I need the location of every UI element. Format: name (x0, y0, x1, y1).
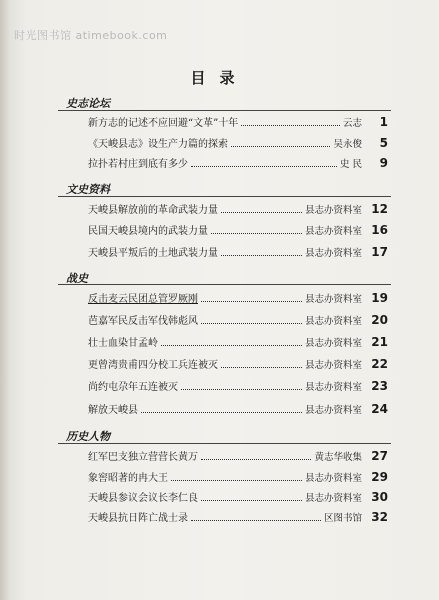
entry-title: 红军巴支独立营营长黄万 (88, 452, 198, 463)
dot-leader (231, 137, 330, 147)
toc-entry[interactable] (88, 509, 388, 525)
entry-author: 县志办资料室 (304, 226, 362, 237)
dot-leader (221, 246, 302, 256)
dot-leader (141, 403, 302, 413)
toc-entry[interactable] (88, 356, 388, 372)
entry-title: 拉扑若村庄到底有多少 (88, 159, 188, 170)
section-heading: 历史人物 (66, 430, 110, 443)
toc-entry[interactable] (88, 334, 388, 350)
entry-title: 尚约屯尕年五连被灭 (88, 382, 178, 393)
entry-author: 县志办资料室 (304, 382, 362, 393)
toc-entry[interactable] (88, 489, 388, 505)
toc-entry[interactable] (88, 401, 388, 417)
entry-page: 30 (371, 490, 388, 504)
entry-author: 县志办资料室 (304, 316, 362, 327)
entry-author: 黄志华收集 (314, 452, 362, 463)
entry-author: 县志办资料室 (304, 248, 362, 259)
entry-title: 反击麦云民团总管罗厥刚 (88, 294, 198, 305)
entry-page: 32 (371, 510, 388, 524)
entry-author: 县志办资料室 (304, 360, 362, 371)
section-divider (58, 110, 391, 111)
toc-entry[interactable] (88, 244, 388, 260)
entry-title: 天峻县参议会议长李仁良 (88, 493, 198, 504)
entry-author: 县志办资料室 (304, 493, 362, 504)
watermark: 时光图书馆 atimebook.com (14, 29, 168, 42)
toc-entry[interactable] (88, 312, 388, 328)
entry-page: 17 (371, 245, 388, 259)
dot-leader (201, 491, 302, 501)
entry-page: 19 (371, 291, 388, 305)
entry-title: 象窖昭著的冉大王 (88, 473, 168, 484)
entry-page: 27 (371, 449, 388, 463)
entry-page: 9 (379, 156, 388, 170)
dot-leader (241, 116, 340, 126)
section-divider (58, 443, 391, 444)
dot-leader (191, 157, 337, 167)
dot-leader (211, 224, 302, 234)
dot-leader (161, 336, 302, 346)
entry-title: 《天峻县志》设生产力篇的探索 (88, 139, 228, 150)
dot-leader (221, 358, 302, 368)
section-heading: 战史 (66, 272, 88, 285)
toc-entry[interactable] (88, 448, 388, 464)
entry-author: 县志办资料室 (304, 473, 362, 484)
entry-author: 县志办资料室 (304, 405, 362, 416)
toc-entry[interactable] (88, 222, 388, 238)
entry-title: 天峻县解放前的革命武装力量 (88, 205, 218, 216)
entry-title: 天峻县平叛后的土地武装力量 (88, 248, 218, 259)
dot-leader (201, 292, 302, 302)
entry-page: 16 (371, 223, 388, 237)
page-title: 目录 (190, 69, 249, 87)
section-heading: 史志论坛 (66, 97, 110, 110)
toc-entry[interactable] (88, 201, 388, 217)
entry-title: 壮士血染甘孟岭 (88, 338, 158, 349)
toc-entry[interactable] (88, 469, 388, 485)
section-heading: 文史资料 (66, 183, 110, 196)
entry-author: 县志办资料室 (304, 294, 362, 305)
entry-title: 解放天峻县 (88, 405, 138, 416)
dot-leader (221, 203, 302, 213)
section-divider (58, 196, 391, 197)
dot-leader (171, 471, 302, 481)
entry-author: 区图书馆 (323, 513, 362, 524)
entry-author: 县志办资料室 (304, 338, 362, 349)
entry-title: 新方志的记述不应回避“文革”十年 (88, 118, 239, 129)
toc-entry[interactable] (88, 114, 388, 130)
entry-title: 民国天峻县境内的武装力量 (88, 226, 208, 237)
toc-entry[interactable] (88, 378, 388, 394)
entry-author: 云志 (342, 118, 362, 129)
entry-author: 县志办资料室 (304, 205, 362, 216)
entry-page: 23 (371, 379, 388, 393)
dot-leader (201, 314, 302, 324)
dot-leader (201, 450, 311, 460)
section-divider (58, 284, 391, 285)
dot-leader (191, 511, 321, 521)
entry-page: 1 (379, 115, 388, 129)
toc-entry[interactable] (88, 135, 388, 151)
entry-title: 天峻县抗日阵亡战士录 (88, 513, 188, 524)
entry-page: 5 (379, 136, 388, 150)
entry-author: 吴永俊 (333, 139, 362, 150)
binding-shadow (0, 0, 10, 600)
dot-leader (181, 380, 302, 390)
entry-page: 22 (371, 357, 388, 371)
entry-title: 芭嘉军民反击军伐韩彪风 (88, 316, 198, 327)
entry-page: 24 (371, 402, 388, 416)
toc-entry[interactable] (88, 290, 388, 306)
entry-page: 21 (371, 335, 388, 349)
entry-title: 更曾湾贵甫四分校工兵连被灭 (88, 360, 218, 371)
entry-page: 12 (371, 202, 388, 216)
toc-entry[interactable] (88, 155, 388, 171)
entry-page: 20 (371, 313, 388, 327)
entry-page: 29 (371, 470, 388, 484)
entry-author: 史 民 (339, 159, 362, 170)
